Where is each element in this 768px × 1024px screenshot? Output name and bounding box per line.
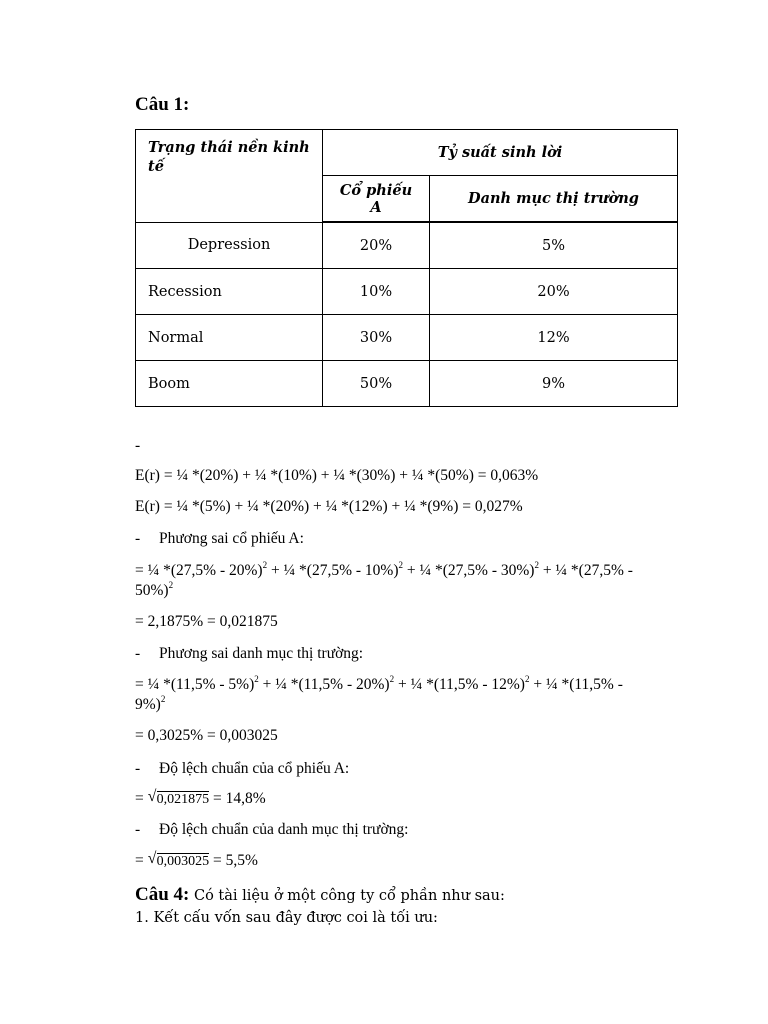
bullet-dash: - <box>135 530 141 547</box>
exponent: 2 <box>524 674 530 684</box>
stock-cell: 20% <box>323 222 430 269</box>
variance-market-result: = 0,3025% = 0,003025 <box>135 727 278 744</box>
formula-part: + ¼ *(27,5% - <box>538 562 633 579</box>
state-cell: Depression <box>136 222 323 269</box>
state-cell: Normal <box>136 315 323 361</box>
exponent: 2 <box>389 674 395 684</box>
question-4 <box>135 884 505 906</box>
sd-market-heading <box>135 821 408 839</box>
sd-market-label: Độ lệch chuẩn của danh mục thị trường: <box>159 821 409 838</box>
exponent: 2 <box>254 674 259 684</box>
sd-stock-label: Độ lệch chuẩn của cổ phiếu A: <box>159 760 350 777</box>
stock-cell: 10% <box>323 269 430 315</box>
bullet-dash: - <box>135 821 141 838</box>
exponent: 2 <box>534 560 539 570</box>
formula-part: = 5,5% <box>209 852 258 869</box>
expected-return-stock: E(r) = ¼ *(20%) + ¼ *(10%) + ¼ *(30%) + ¼ *(50%) = 0,063% <box>135 467 539 484</box>
market-cell: 5% <box>430 222 678 269</box>
variance-stock-heading <box>135 530 304 548</box>
exponent: 2 <box>398 560 403 570</box>
market-cell: 9% <box>430 361 678 407</box>
question-4-intro: Có tài liệu ở một công ty cổ phần như sau: <box>189 888 505 904</box>
table-row <box>136 315 678 361</box>
table-row <box>136 269 678 315</box>
market-cell: 12% <box>430 315 678 361</box>
formula-part: 9%) <box>135 696 161 713</box>
table-row <box>136 361 678 407</box>
exponent: 2 <box>160 694 166 704</box>
variance-market-heading <box>135 645 363 663</box>
state-cell: Recession <box>136 269 323 315</box>
header-market: Danh mục thị trường <box>430 176 678 223</box>
question-4-item-1: 1. Kết cấu vốn sau đây được coi là tối ưu: <box>135 910 438 926</box>
formula-part: + ¼ *(27,5% - 10%) <box>267 562 399 579</box>
formula-part: 50%) <box>135 582 169 599</box>
header-state: Trạng thái nền kinh tế <box>136 130 323 223</box>
exponent: 2 <box>262 560 268 570</box>
state-cell: Boom <box>136 361 323 407</box>
table-header-row <box>136 130 678 176</box>
formula-part: + ¼ *(27,5% - 30%) <box>403 562 535 579</box>
variance-stock-formula-cont <box>135 582 173 600</box>
question-1-title: Câu 1: <box>135 94 190 115</box>
market-cell: 20% <box>430 269 678 315</box>
exponent: 2 <box>168 580 174 590</box>
formula-part: = <box>135 790 148 807</box>
radicand: 0,003025 <box>156 854 210 869</box>
sqrt-icon: √ 0,021875 <box>147 788 210 807</box>
empty-bullet: - <box>135 437 141 454</box>
variance-stock-result: = 2,1875% = 0,021875 <box>135 613 278 630</box>
table-row <box>136 222 678 269</box>
formula-part: = <box>135 852 148 869</box>
formula-part: = ¼ *(27,5% - 20%) <box>135 562 263 579</box>
formula-part: = 14,8% <box>209 790 266 807</box>
bullet-dash: - <box>135 760 141 777</box>
sd-stock-heading <box>135 760 349 778</box>
header-stock: Cổ phiếu A <box>323 176 430 223</box>
stock-cell: 50% <box>323 361 430 407</box>
question-4-title: Câu 4: <box>135 884 190 905</box>
returns-table <box>135 129 678 407</box>
sqrt-icon: √ 0,003025 <box>147 850 210 869</box>
variance-market-label: Phương sai danh mục thị trường: <box>159 645 364 662</box>
bullet-dash: - <box>135 645 141 662</box>
formula-part: + ¼ *(11,5% - <box>529 676 623 693</box>
header-return: Tỷ suất sinh lời <box>323 130 678 176</box>
variance-market-formula-cont <box>135 696 165 714</box>
sd-market-formula <box>135 852 258 870</box>
variance-stock-label: Phương sai cổ phiếu A: <box>159 530 304 547</box>
variance-market-formula <box>135 676 623 694</box>
sd-stock-formula <box>135 790 266 808</box>
expected-return-market: E(r) = ¼ *(5%) + ¼ *(20%) + ¼ *(12%) + ¼ *(9%) = 0,027% <box>135 498 523 515</box>
formula-part: = ¼ *(11,5% - 5%) <box>135 676 255 693</box>
formula-part: + ¼ *(11,5% - 20%) <box>258 676 390 693</box>
radicand: 0,021875 <box>156 792 210 807</box>
variance-stock-formula <box>135 562 633 580</box>
stock-cell: 30% <box>323 315 430 361</box>
formula-part: + ¼ *(11,5% - 12%) <box>394 676 525 693</box>
